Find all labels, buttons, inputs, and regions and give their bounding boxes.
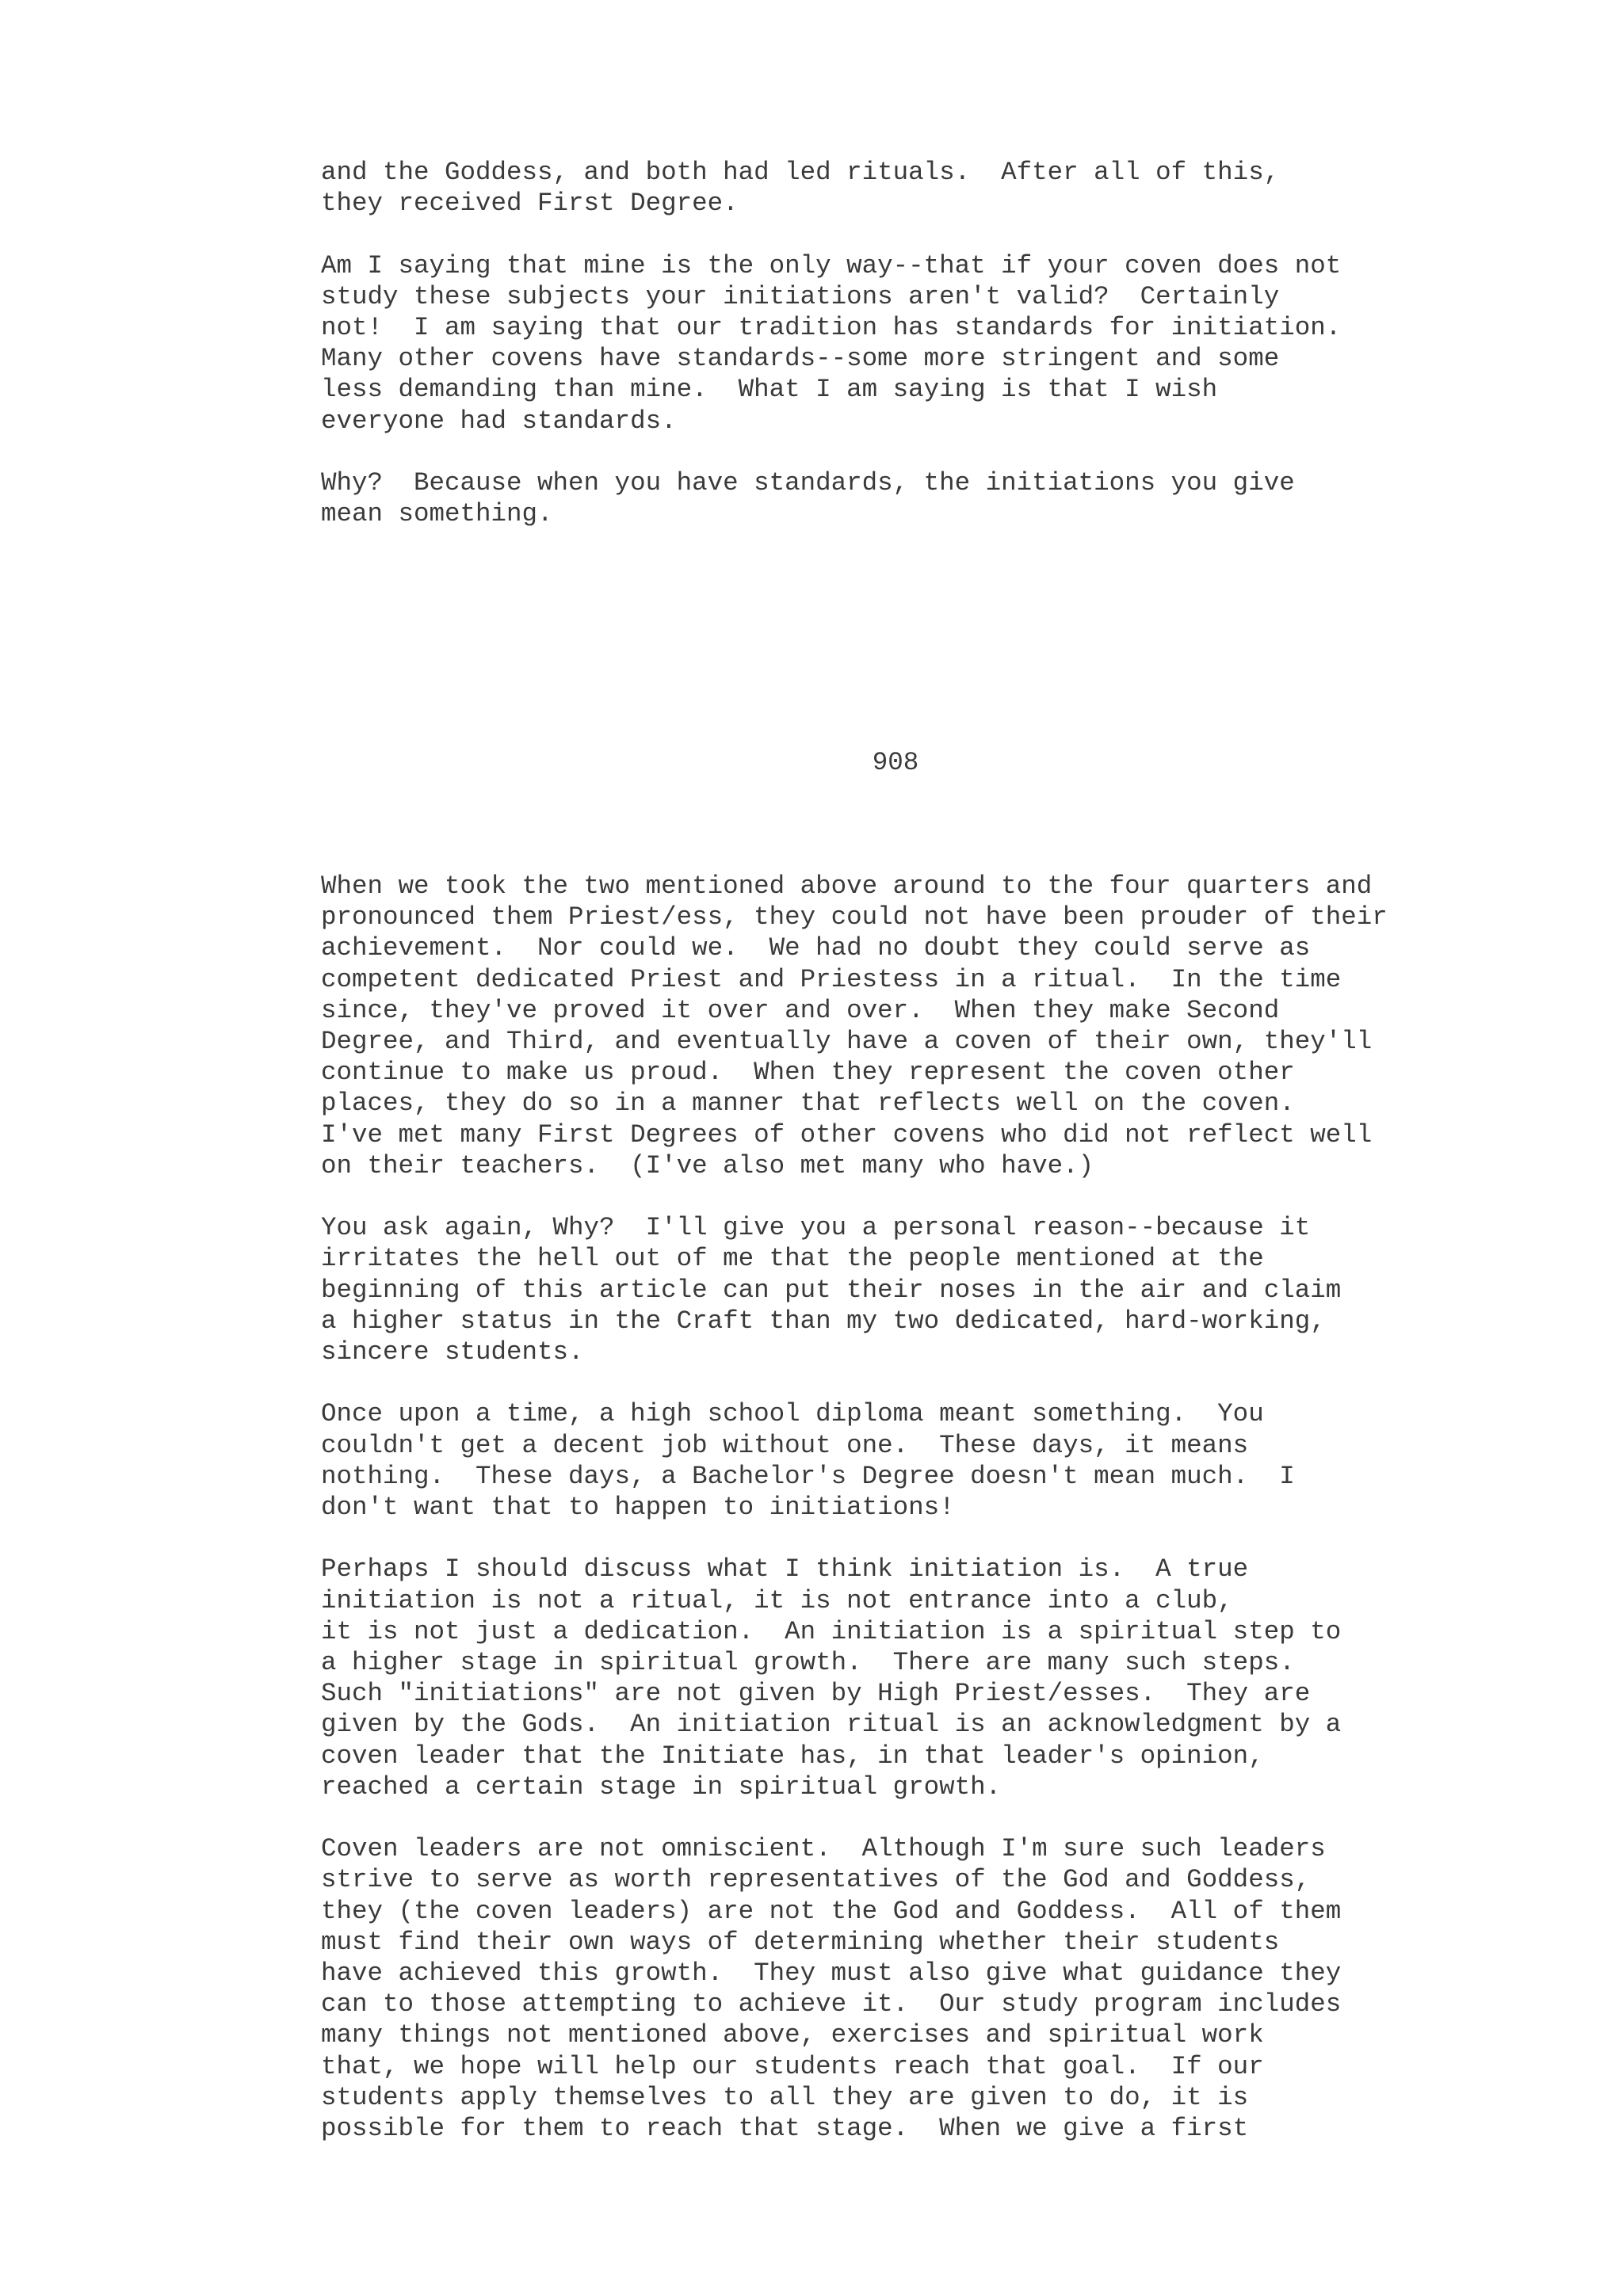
text-line: they received First Degree. bbox=[321, 189, 739, 219]
text-line: possible for them to reach that stage. When we give a first bbox=[321, 2114, 1249, 2144]
paragraph bbox=[321, 1398, 1470, 1523]
text-line: places, they do so in a manner that reflects well on the coven. bbox=[321, 1089, 1295, 1119]
text-line: that, we hope will help our students reach that goal. If our bbox=[321, 2051, 1264, 2081]
text-line: have achieved this growth. They must also give what guidance they bbox=[321, 1958, 1342, 1989]
text-line: given by the Gods. An initiation ritual is an acknowledgment by a bbox=[321, 1710, 1342, 1740]
text-line: mean something. bbox=[321, 499, 553, 529]
text-line: everyone had standards. bbox=[321, 406, 677, 436]
top-text-block bbox=[321, 157, 1470, 529]
text-line: coven leader that the Initiate has, in that leader's opinion, bbox=[321, 1741, 1264, 1771]
text-line: Many other covens have standards--some more stringent and some bbox=[321, 344, 1280, 374]
text-line: continue to make us proud. When they represent the coven other bbox=[321, 1058, 1295, 1088]
text-line: Why? Because when you have standards, the initiations you give bbox=[321, 468, 1295, 498]
text-line: beginning of this article can put their noses in the air and claim bbox=[321, 1275, 1342, 1305]
text-line: less demanding than mine. What I am saying is that I wish bbox=[321, 375, 1218, 405]
text-line: achievement. Nor could we. We had no doubt they could serve as bbox=[321, 933, 1311, 963]
text-line: pronounced them Priest/ess, they could not have been prouder of their bbox=[321, 902, 1388, 933]
text-line: reached a certain stage in spiritual growth. bbox=[321, 1772, 1002, 1802]
paragraph bbox=[321, 250, 1470, 437]
text-line: Am I saying that mine is the only way--that if your coven does not bbox=[321, 250, 1342, 280]
page-number: 908 bbox=[872, 748, 919, 777]
text-line: strive to serve as worth representatives of the God and Goddess, bbox=[321, 1865, 1311, 1895]
text-line: initiation is not a ritual, it is not entrance into a club, bbox=[321, 1585, 1233, 1615]
text-line: You ask again, Why? I'll give you a personal reason--because it bbox=[321, 1213, 1311, 1243]
text-line: nothing. These days, a Bachelor's Degree doesn't mean much. I bbox=[321, 1461, 1295, 1491]
text-line: study these subjects your initiations aren't valid? Certainly bbox=[321, 281, 1280, 311]
bottom-text-block bbox=[321, 871, 1470, 2144]
text-line: they (the coven leaders) are not the God and Goddess. All of them bbox=[321, 1896, 1342, 1926]
text-line: on their teachers. (I've also met many who have.) bbox=[321, 1150, 1094, 1180]
text-line: Degree, and Third, and eventually have a coven of their own, they'll bbox=[321, 1027, 1373, 1057]
text-line: Coven leaders are not omniscient. Although I'm sure such leaders bbox=[321, 1834, 1326, 1864]
text-line: couldn't get a decent job without one. These days, it means bbox=[321, 1430, 1249, 1460]
paragraph bbox=[321, 1554, 1470, 1802]
text-line: Once upon a time, a high school diploma meant something. You bbox=[321, 1399, 1264, 1429]
text-line: students apply themselves to all they are given to do, it is bbox=[321, 2082, 1249, 2112]
text-line: a higher status in the Craft than my two dedicated, hard-working, bbox=[321, 1306, 1326, 1336]
text-line: Perhaps I should discuss what I think initiation is. A true bbox=[321, 1554, 1249, 1585]
text-line: competent dedicated Priest and Priestess in a ritual. In the time bbox=[321, 964, 1342, 994]
paragraph bbox=[321, 467, 1470, 529]
text-line: don't want that to happen to initiations! bbox=[321, 1493, 955, 1523]
text-line: since, they've proved it over and over. When they make Second bbox=[321, 995, 1280, 1025]
text-line: it is not just a dedication. An initiation is a spiritual step to bbox=[321, 1616, 1342, 1646]
text-line: many things not mentioned above, exercises and spiritual work bbox=[321, 2020, 1264, 2050]
text-line: can to those attempting to achieve it. Our study program includes bbox=[321, 1989, 1342, 2019]
paragraph bbox=[321, 1212, 1470, 1367]
paragraph bbox=[321, 157, 1470, 219]
text-line: must find their own ways of determining whether their students bbox=[321, 1927, 1280, 1957]
text-line: When we took the two mentioned above around to the four quarters and bbox=[321, 871, 1373, 901]
paragraph bbox=[321, 1833, 1470, 2144]
text-line: not! I am saying that our tradition has standards for initiation. bbox=[321, 313, 1342, 342]
text-line: irritates the hell out of me that the people mentioned at the bbox=[321, 1244, 1264, 1274]
paragraph bbox=[321, 871, 1470, 1181]
text-line: I've met many First Degrees of other covens who did not reflect well bbox=[321, 1119, 1373, 1150]
text-line: and the Goddess, and both had led rituals. After all of this, bbox=[321, 158, 1280, 187]
text-line: a higher stage in spiritual growth. There are many such steps. bbox=[321, 1648, 1295, 1678]
text-line: sincere students. bbox=[321, 1337, 584, 1367]
text-line: Such "initiations" are not given by High Priest/esses. They are bbox=[321, 1679, 1311, 1709]
